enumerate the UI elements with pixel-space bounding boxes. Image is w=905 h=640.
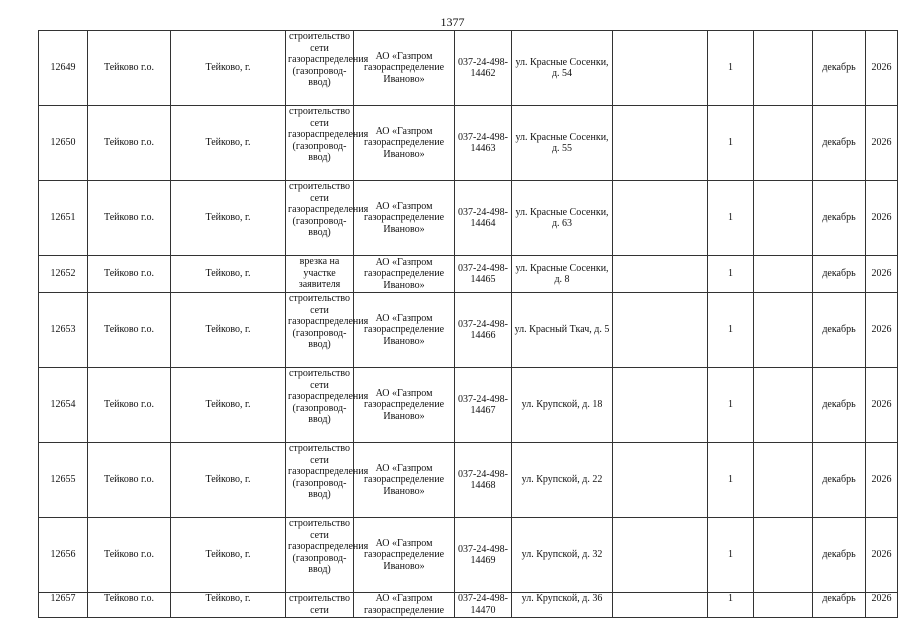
- row-number: 12655: [39, 443, 88, 518]
- work-type-cell: строительство сети газораспределения (газопровод-ввод): [286, 368, 354, 443]
- quantity-cell: 1: [708, 293, 754, 368]
- locality-cell: Тейково, г.: [171, 368, 286, 443]
- code-cell: 037-24-498-14462: [455, 31, 512, 106]
- table-row: [39, 593, 898, 618]
- table-row: [39, 256, 898, 293]
- locality-cell: Тейково, г.: [171, 293, 286, 368]
- table-row: [39, 518, 898, 593]
- organization-cell: АО «Газпром газораспределение Иваново»: [354, 443, 455, 518]
- locality-cell: Тейково, г.: [171, 106, 286, 181]
- address-cell: ул. Крупской, д. 18: [512, 368, 613, 443]
- empty-cell: [754, 368, 813, 443]
- district-cell: Тейково г.о.: [88, 593, 171, 618]
- empty-cell: [613, 443, 708, 518]
- code-cell: 037-24-498-14468: [455, 443, 512, 518]
- quantity-cell: 1: [708, 518, 754, 593]
- code-cell: 037-24-498-14463: [455, 106, 512, 181]
- code-cell: 037-24-498-14469: [455, 518, 512, 593]
- district-cell: Тейково г.о.: [88, 293, 171, 368]
- district-cell: Тейково г.о.: [88, 181, 171, 256]
- address-cell: ул. Крупской, д. 32: [512, 518, 613, 593]
- address-cell: ул. Крупской, д. 22: [512, 443, 613, 518]
- empty-cell: [613, 593, 708, 618]
- organization-cell: АО «Газпром газораспределение Иваново»: [354, 181, 455, 256]
- empty-cell: [754, 256, 813, 293]
- month-cell: декабрь: [813, 256, 866, 293]
- page-number: 1377: [440, 15, 465, 29]
- month-cell: декабрь: [813, 293, 866, 368]
- empty-cell: [613, 368, 708, 443]
- row-number: 12653: [39, 293, 88, 368]
- year-cell: 2026: [866, 368, 898, 443]
- code-cell: 037-24-498-14470: [455, 593, 512, 618]
- district-cell: Тейково г.о.: [88, 368, 171, 443]
- row-number: 12650: [39, 106, 88, 181]
- work-type-cell: строительство сети газораспределения (газопровод-ввод): [286, 106, 354, 181]
- quantity-cell: 1: [708, 256, 754, 293]
- quantity-cell: 1: [708, 443, 754, 518]
- locality-cell: Тейково, г.: [171, 256, 286, 293]
- empty-cell: [754, 443, 813, 518]
- organization-cell: АО «Газпром газораспределение Иваново»: [354, 31, 455, 106]
- address-cell: ул. Красный Ткач, д. 5: [512, 293, 613, 368]
- table-row: [39, 106, 898, 181]
- empty-cell: [613, 293, 708, 368]
- table-row: [39, 368, 898, 443]
- empty-cell: [754, 518, 813, 593]
- row-number: 12657: [39, 593, 88, 618]
- row-number: 12651: [39, 181, 88, 256]
- organization-cell: АО «Газпром газораспределение Иваново»: [354, 293, 455, 368]
- district-cell: Тейково г.о.: [88, 443, 171, 518]
- code-cell: 037-24-498-14464: [455, 181, 512, 256]
- locality-cell: Тейково, г.: [171, 593, 286, 618]
- empty-cell: [754, 31, 813, 106]
- month-cell: декабрь: [813, 593, 866, 618]
- empty-cell: [613, 256, 708, 293]
- district-cell: Тейково г.о.: [88, 31, 171, 106]
- table-row: [39, 181, 898, 256]
- organization-cell: АО «Газпром газораспределение Иваново»: [354, 368, 455, 443]
- year-cell: 2026: [866, 518, 898, 593]
- month-cell: декабрь: [813, 518, 866, 593]
- locality-cell: Тейково, г.: [171, 518, 286, 593]
- empty-cell: [613, 106, 708, 181]
- empty-cell: [613, 181, 708, 256]
- row-number: 12652: [39, 256, 88, 293]
- district-cell: Тейково г.о.: [88, 256, 171, 293]
- locality-cell: Тейково, г.: [171, 31, 286, 106]
- month-cell: декабрь: [813, 31, 866, 106]
- empty-cell: [754, 293, 813, 368]
- code-cell: 037-24-498-14467: [455, 368, 512, 443]
- work-type-cell: строительство сети газораспределения (газопровод-ввод): [286, 31, 354, 106]
- register-table: [38, 30, 898, 618]
- month-cell: декабрь: [813, 181, 866, 256]
- month-cell: декабрь: [813, 443, 866, 518]
- year-cell: 2026: [866, 31, 898, 106]
- quantity-cell: 1: [708, 31, 754, 106]
- code-cell: 037-24-498-14466: [455, 293, 512, 368]
- table-row: [39, 31, 898, 106]
- organization-cell: АО «Газпром газораспределение Иваново»: [354, 518, 455, 593]
- organization-cell: АО «Газпром газораспределение Иваново»: [354, 256, 455, 293]
- empty-cell: [754, 593, 813, 618]
- year-cell: 2026: [866, 593, 898, 618]
- code-cell: 037-24-498-14465: [455, 256, 512, 293]
- empty-cell: [754, 181, 813, 256]
- locality-cell: Тейково, г.: [171, 181, 286, 256]
- row-number: 12656: [39, 518, 88, 593]
- address-cell: ул. Красные Сосенки, д. 63: [512, 181, 613, 256]
- empty-cell: [754, 106, 813, 181]
- row-number: 12649: [39, 31, 88, 106]
- work-type-cell: строительство сети газораспределения (газопровод-ввод): [286, 181, 354, 256]
- locality-cell: Тейково, г.: [171, 443, 286, 518]
- year-cell: 2026: [866, 106, 898, 181]
- work-type-cell: врезка на участке заявителя: [286, 256, 354, 293]
- address-cell: ул. Красные Сосенки, д. 8: [512, 256, 613, 293]
- work-type-cell: строительство сети газораспределения (газопровод-ввод): [286, 443, 354, 518]
- empty-cell: [613, 31, 708, 106]
- district-cell: Тейково г.о.: [88, 106, 171, 181]
- quantity-cell: 1: [708, 181, 754, 256]
- work-type-cell: строительство сети газораспределения (газопровод-ввод): [286, 518, 354, 593]
- district-cell: Тейково г.о.: [88, 518, 171, 593]
- work-type-cell: строительство сети: [286, 593, 354, 618]
- month-cell: декабрь: [813, 368, 866, 443]
- work-type-cell: строительство сети газораспределения (газопровод-ввод): [286, 293, 354, 368]
- year-cell: 2026: [866, 181, 898, 256]
- quantity-cell: 1: [708, 106, 754, 181]
- address-cell: ул. Красные Сосенки, д. 55: [512, 106, 613, 181]
- table-row: [39, 443, 898, 518]
- year-cell: 2026: [866, 293, 898, 368]
- year-cell: 2026: [866, 256, 898, 293]
- organization-cell: АО «Газпром газораспределение: [354, 593, 455, 618]
- quantity-cell: 1: [708, 368, 754, 443]
- address-cell: ул. Красные Сосенки, д. 54: [512, 31, 613, 106]
- address-cell: ул. Крупской, д. 36: [512, 593, 613, 618]
- year-cell: 2026: [866, 443, 898, 518]
- table-row: [39, 293, 898, 368]
- organization-cell: АО «Газпром газораспределение Иваново»: [354, 106, 455, 181]
- month-cell: декабрь: [813, 106, 866, 181]
- row-number: 12654: [39, 368, 88, 443]
- quantity-cell: 1: [708, 593, 754, 618]
- empty-cell: [613, 518, 708, 593]
